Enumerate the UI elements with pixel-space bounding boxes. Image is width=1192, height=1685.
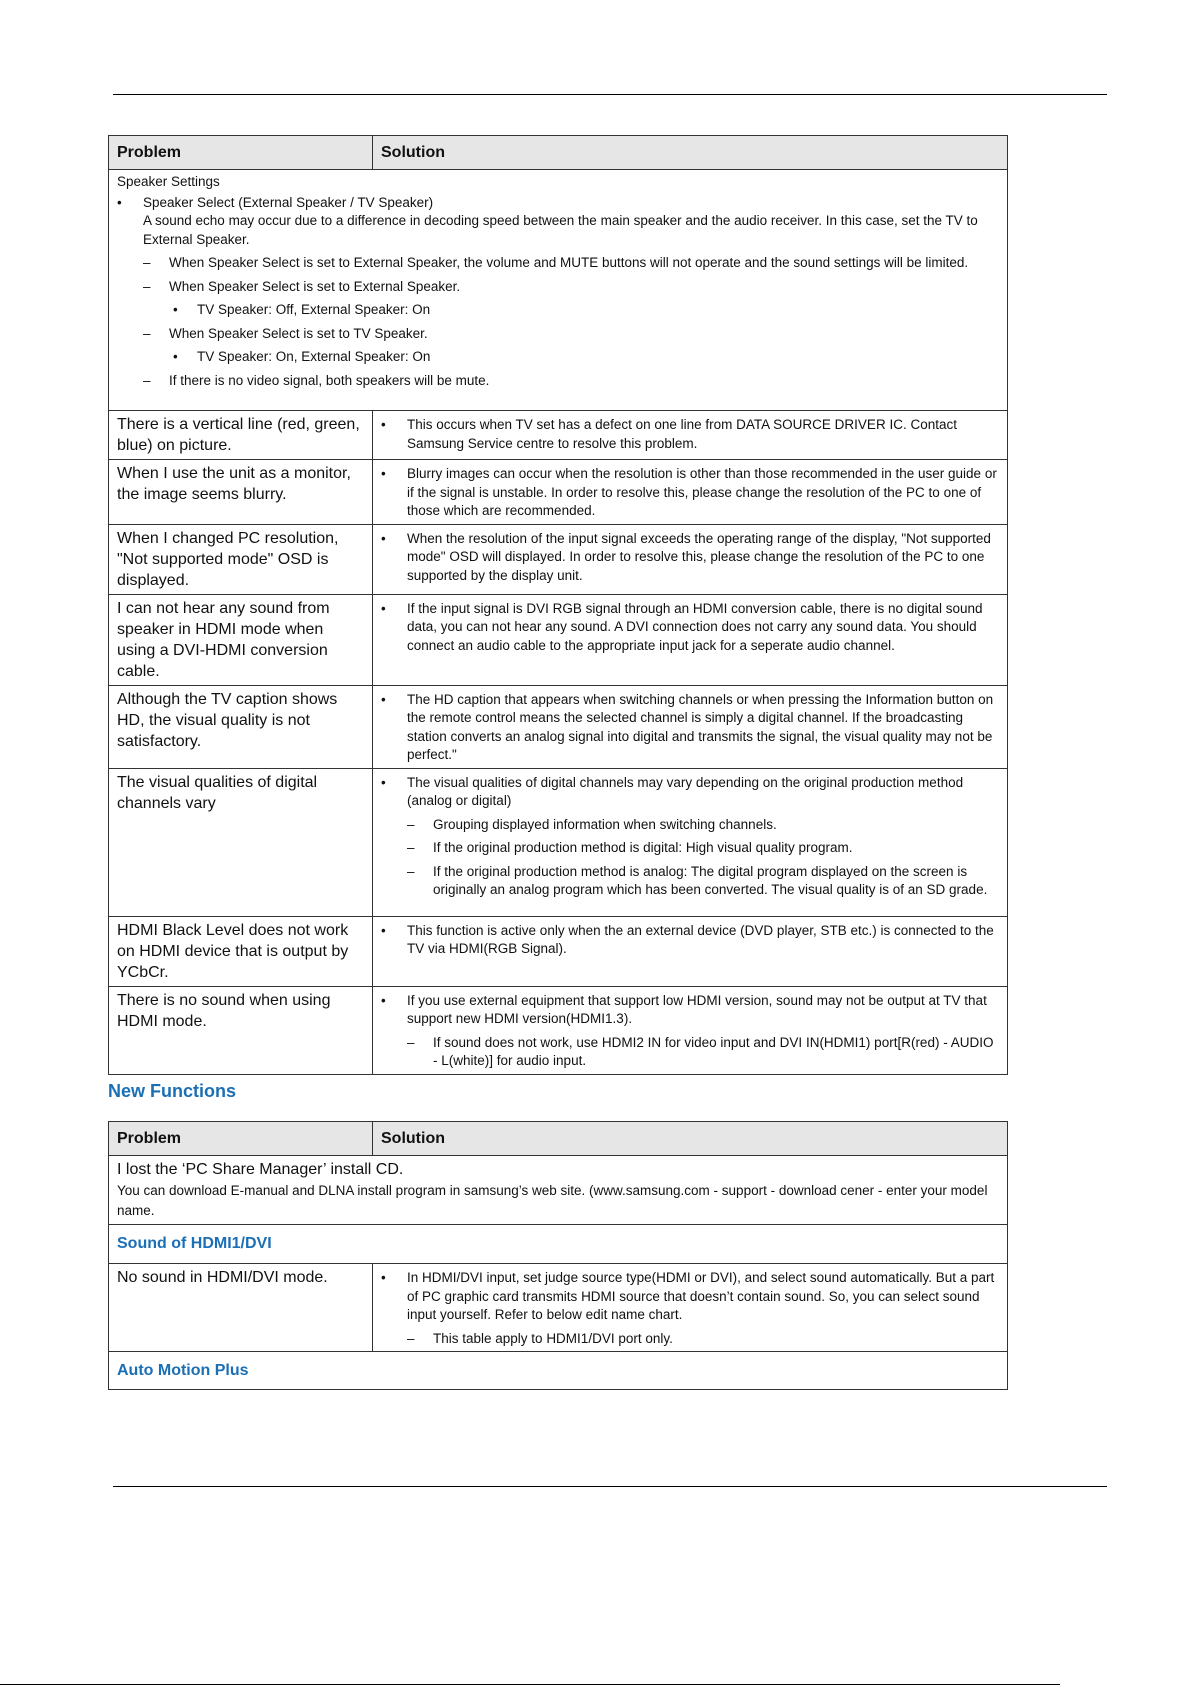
dash-item: – When Speaker Select is set to External Speaker, the volume and MUTE buttons will not operate and the sound settings will be limited. [117, 254, 999, 273]
solution-cell [373, 594, 1008, 685]
bullet-item: • If you use external equipment that support low HDMI version, sound may not be output at TV that support new HDMI version(HDMI1.3). [381, 992, 999, 1029]
table-row [109, 460, 1008, 525]
speaker-settings-list [117, 194, 999, 391]
problem-cell: No sound in HDMI/DVI mode. [109, 1264, 373, 1352]
section-title-new-functions: New Functions [108, 1081, 237, 1101]
solution-header: Solution [373, 1122, 1008, 1156]
table-row [109, 916, 1008, 986]
bullet-item: • The visual qualities of digital channels may vary depending on the original production method (analog or digital) [381, 774, 999, 811]
problem-cell: There is no sound when using HDMI mode. [109, 986, 373, 1074]
bullet-item: • If the input signal is DVI RGB signal through an HDMI conversion cable, there is no digital sound data, you can not hear any sound. A DVI connection does not carry any sound data. You should connect an audio cable to the appropriate input jack for a seperate audio channel. [381, 600, 999, 656]
solution-cell [373, 524, 1008, 594]
dash-item: – If the original production method is digital: High visual quality program. [381, 839, 999, 858]
bullet-item: • Speaker Select (External Speaker / TV Speaker) A sound echo may occur due to a difference in decoding speed between the main speaker and the audio receiver. In this case, set the TV to External Speaker. [117, 194, 999, 250]
dash-item: – If the original production method is analog: The digital program displayed on the screen is originally an analog program which has been converted. The visual quality is of an SD grade. [381, 863, 999, 900]
table-header-row [109, 136, 1008, 170]
speaker-settings-title: Speaker Settings [117, 174, 220, 189]
bullet-item: • When the resolution of the input signal exceeds the operating range of the display, "Not supported mode" OSD will displayed. In order to resolve this, please change the resolution of the PC to one supported by the display unit. [381, 530, 999, 586]
pc-share-question: I lost the ‘PC Share Manager’ install CD. [117, 1161, 404, 1178]
dash-item: – If sound does not work, use HDMI2 IN for video input and DVI IN(HDMI1) port[R(red) - AUDIO - L(white)] for audio input. [381, 1034, 999, 1071]
bullet-item: • This occurs when TV set has a defect on one line from DATA SOURCE DRIVER IC. Contact Samsung Service centre to resolve this problem. [381, 416, 999, 453]
motion-heading-row [109, 1352, 1008, 1390]
problem-cell: I can not hear any sound from speaker in HDMI mode when using a DVI-HDMI conversion cable. [109, 594, 373, 685]
table-row [109, 768, 1008, 916]
sound-heading-row [109, 1225, 1008, 1264]
dash-item: – When Speaker Select is set to TV Speaker. [117, 325, 999, 344]
problem-cell: There is a vertical line (red, green, blue) on picture. [109, 411, 373, 460]
header-rule [113, 94, 1107, 95]
dash-item: – Grouping displayed information when switching channels. [381, 816, 999, 835]
speaker-settings-cell [109, 170, 1008, 411]
table-row [109, 1264, 1008, 1352]
bullet-item: • Blurry images can occur when the resolution is other than those recommended in the user guide or if the signal is unstable. In order to resolve this, please change the resolution of the PC to one of those which are recommended. [381, 465, 999, 521]
solution-cell [373, 411, 1008, 460]
solution-cell [373, 986, 1008, 1074]
new-functions-table [108, 1121, 1008, 1390]
pc-share-cell [109, 1156, 1008, 1225]
table-row [109, 986, 1008, 1074]
troubleshooting-table [108, 135, 1008, 1075]
solution-cell [373, 460, 1008, 525]
problem-cell: When I changed PC resolution, "Not supported mode" OSD is displayed. [109, 524, 373, 594]
problem-cell: When I use the unit as a monitor, the image seems blurry. [109, 460, 373, 525]
bullet-item: • This function is active only when the an external device (DVD player, STB etc.) is connected to the TV via HDMI(RGB Signal). [381, 922, 999, 959]
solution-cell [373, 916, 1008, 986]
pc-share-row [109, 1156, 1008, 1225]
sub-bullet-item: • TV Speaker: On, External Speaker: On [117, 348, 999, 367]
solution-header: Solution [373, 136, 1008, 170]
solution-cell [373, 1264, 1008, 1352]
sound-hdmi-dvi-heading: Sound of HDMI1/DVI [109, 1225, 1008, 1264]
table-header-row [109, 1122, 1008, 1156]
problem-cell: The visual qualities of digital channels vary [109, 768, 373, 916]
table-row [109, 594, 1008, 685]
bullet-item: • In HDMI/DVI input, set judge source type(HDMI or DVI), and select sound automatically. But a part of PC graphic card transmits HDMI source that doesn’t contain sound. So, you can select sound input yourself. Refer to below edit name chart. [381, 1269, 999, 1325]
auto-motion-plus-heading: Auto Motion Plus [109, 1352, 1008, 1390]
dash-item: – If there is no video signal, both speakers will be mute. [117, 372, 999, 391]
speaker-settings-row [109, 170, 1008, 411]
table-body [109, 411, 1008, 1075]
pc-share-answer: You can download E-manual and DLNA install program in samsung’s web site. (www.samsung.com - support - download cener - enter your model name. [117, 1183, 988, 1218]
sub-bullet-item: • TV Speaker: Off, External Speaker: On [117, 301, 999, 320]
problem-cell: HDMI Black Level does not work on HDMI device that is output by YCbCr. [109, 916, 373, 986]
dash-item: – When Speaker Select is set to External Speaker. [117, 278, 999, 297]
footer-rule [113, 1486, 1107, 1487]
solution-list [381, 1269, 999, 1348]
solution-cell [373, 768, 1008, 916]
problem-cell: Although the TV caption shows HD, the visual quality is not satisfactory. [109, 685, 373, 768]
table-row [109, 685, 1008, 768]
dash-item: – This table apply to HDMI1/DVI port only. [381, 1330, 999, 1349]
table-row [109, 524, 1008, 594]
solution-cell [373, 685, 1008, 768]
table-row [109, 411, 1008, 460]
problem-header: Problem [109, 136, 373, 170]
problem-header: Problem [109, 1122, 373, 1156]
bullet-item: • The HD caption that appears when switching channels or when pressing the Information button on the remote control means the selected channel is simply a digital channel. If the broadcasting station converts an analog signal into digital and transmits the signal, the visual quality may not be perfect." [381, 691, 999, 765]
